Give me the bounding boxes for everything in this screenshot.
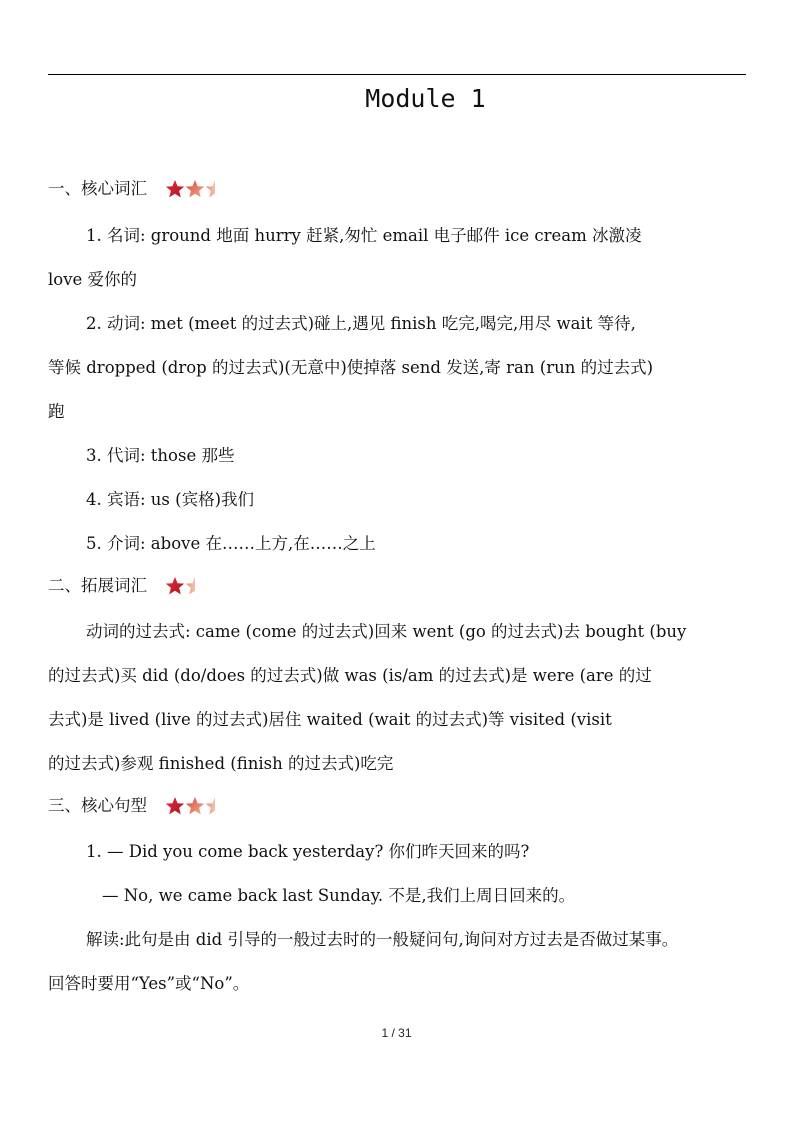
vocab-nouns: 1. 名词: ground 地面 hurry 赶紧,匆忙 email 电子邮件 ice cream 冰激凌 [86, 226, 642, 245]
vocab-prepositions: 5. 介词: above 在……上方,在……之上 [86, 534, 376, 553]
star-full-icon [185, 796, 205, 816]
sentence-answer: — No, we came back last Sunday. 不是,我们上周日回来的。 [102, 886, 576, 905]
section-heading-extended-vocabulary [48, 575, 748, 597]
star-full-icon [165, 179, 185, 199]
section-heading-core-sentences [48, 795, 748, 817]
section-heading-core-vocabulary [48, 178, 748, 200]
rating-stars [165, 796, 225, 816]
explanation-line-1: 解读:此句是由 did 引导的一般过去时的一般疑问句,询问对方过去是否做过某事。 [86, 930, 679, 949]
vocab-pronouns: 3. 代词: those 那些 [86, 446, 235, 465]
star-half-icon [205, 796, 225, 816]
vocab-nouns-cont: love 爱你的 [48, 270, 138, 289]
page-title: Module 1 [365, 84, 486, 113]
vocab-verbs: 2. 动词: met (meet 的过去式)碰上,遇见 finish 吃完,喝完,用尽 wait 等待, [86, 314, 636, 333]
star-half-icon [205, 179, 225, 199]
section-heading-text: 二、拓展词汇 [48, 576, 147, 595]
past-tense-line-3: 去式)是 lived (live 的过去式)居住 waited (wait 的过去式)等 visited (visit [48, 710, 612, 729]
header-rule [48, 74, 746, 75]
star-full-icon [185, 179, 205, 199]
rating-stars [165, 576, 205, 596]
section-heading-text: 一、核心词汇 [48, 179, 147, 198]
past-tense-line-4: 的过去式)参观 finished (finish 的过去式)吃完 [48, 754, 394, 773]
vocab-verbs-cont2: 跑 [48, 402, 65, 421]
page-number: 1 / 31 [381, 1026, 412, 1040]
vocab-verbs-cont: 等候 dropped (drop 的过去式)(无意中)使掉落 send 发送,寄 ran (run 的过去式) [48, 358, 654, 377]
past-tense-line-1: 动词的过去式: came (come 的过去式)回来 went (go 的过去式)去 bought (buy [86, 622, 687, 641]
rating-stars [165, 179, 225, 199]
star-full-icon [165, 576, 185, 596]
star-full-icon [165, 796, 185, 816]
section-heading-text: 三、核心句型 [48, 796, 147, 815]
past-tense-line-2: 的过去式)买 did (do/does 的过去式)做 was (is/am 的过去式)是 were (are 的过 [48, 666, 652, 685]
vocab-object: 4. 宾语: us (宾格)我们 [86, 490, 255, 509]
explanation-line-2: 回答时要用“Yes”或“No”。 [48, 974, 250, 993]
star-half-icon [185, 576, 205, 596]
sentence-question: 1. — Did you come back yesterday? 你们昨天回来的吗? [86, 842, 530, 861]
